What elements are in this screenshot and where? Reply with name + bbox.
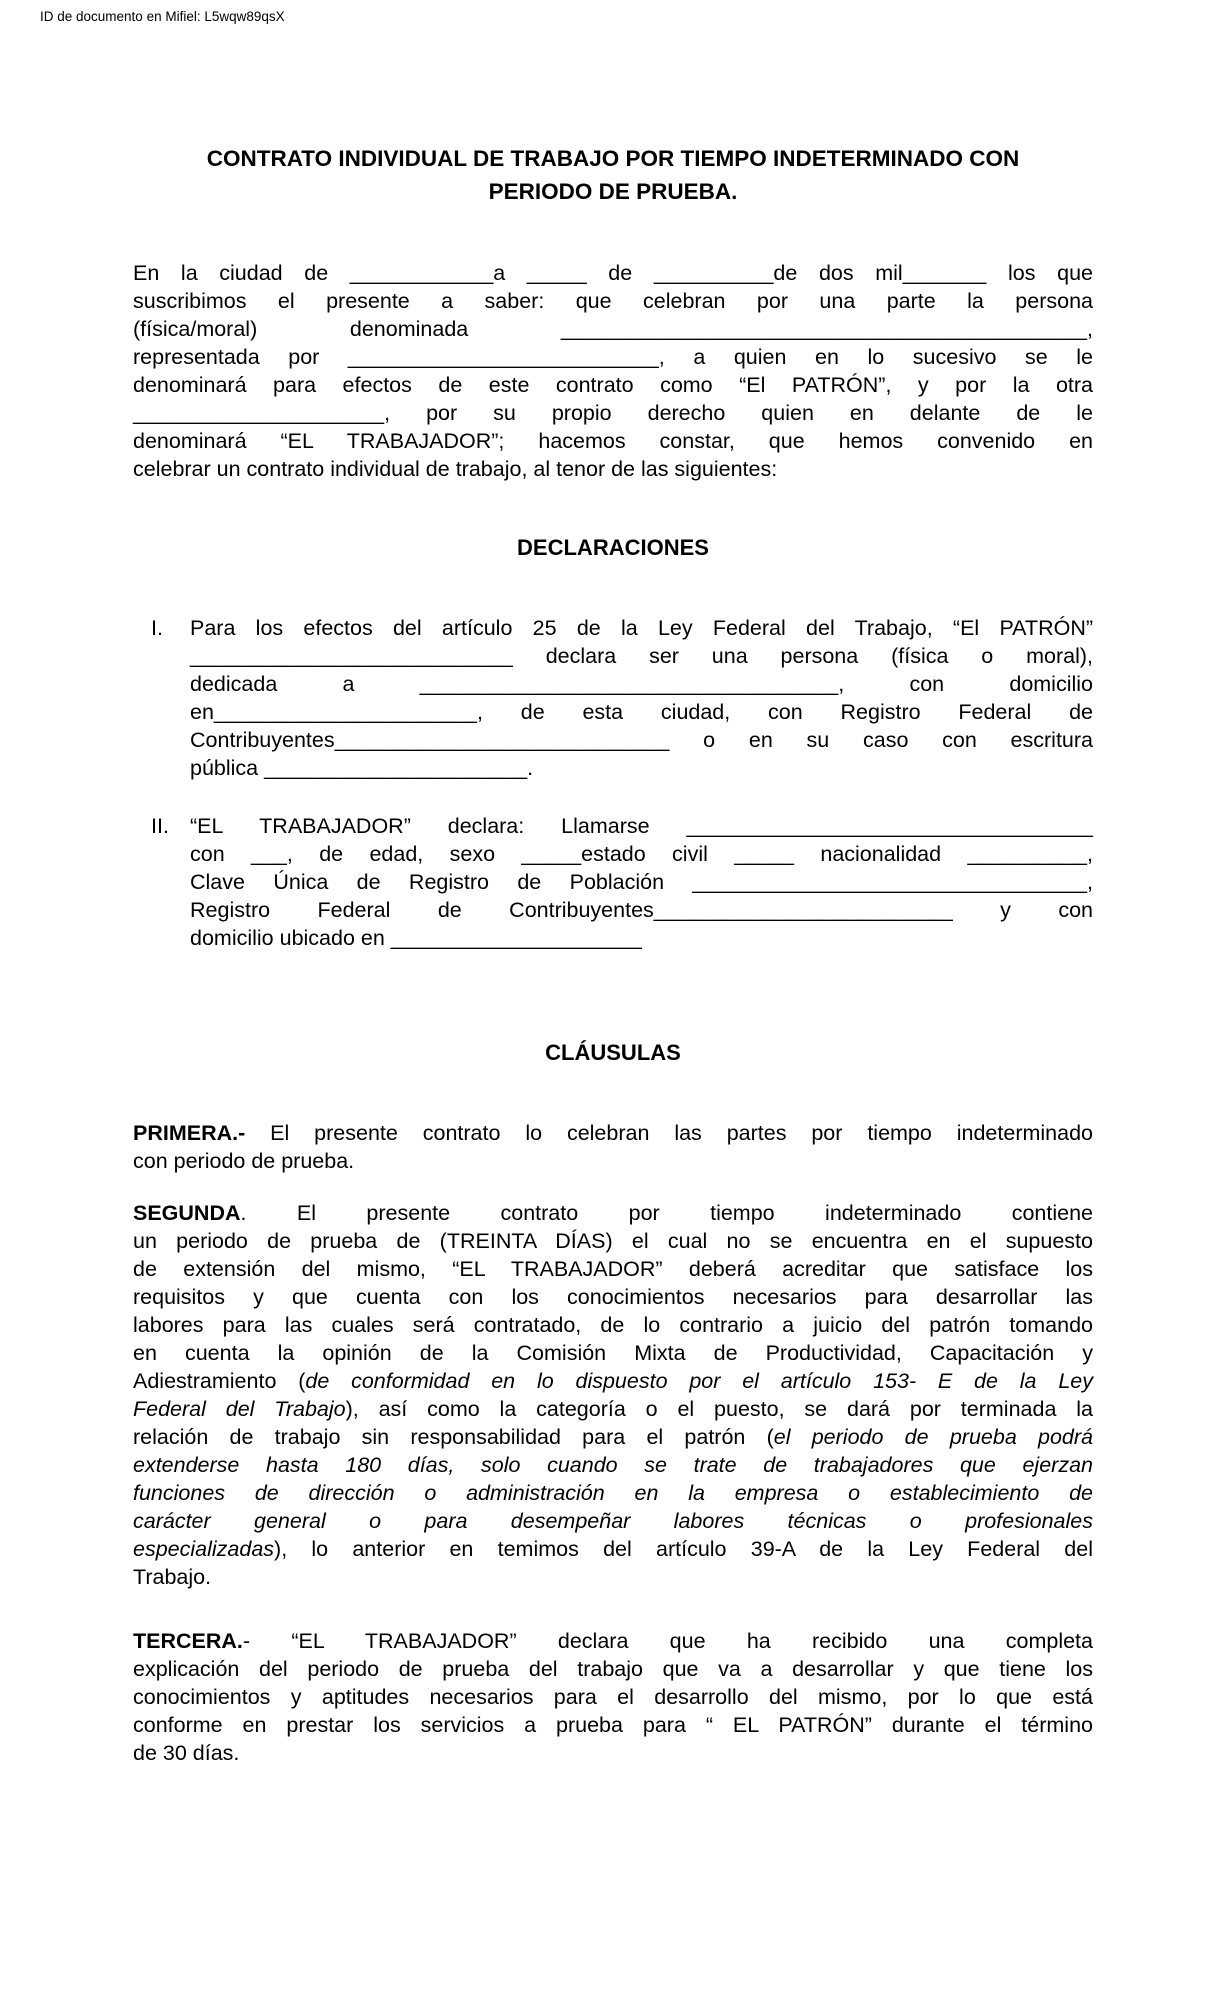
text-line	[133, 1683, 1093, 1711]
text-segment: denominará para efectos de este contrato como “El PATRÓN”, y por la otra	[133, 373, 1093, 397]
text-line	[133, 1367, 1093, 1395]
text-segment: requisitos y que cuenta con los conocimientos necesarios para desarrollar las	[133, 1285, 1093, 1309]
clause-primera	[133, 1119, 1093, 1175]
declaration-text-2	[190, 812, 1093, 952]
text-line	[190, 754, 1093, 782]
text-segment: SEGUNDA	[133, 1201, 241, 1225]
text-segment: labores para las cuales será contratado, de lo contrario a juicio del patrón tomando	[133, 1313, 1093, 1337]
text-segment: ), lo anterior en temimos del artículo 39-A de la Ley Federal del	[274, 1537, 1093, 1561]
clauses-heading	[133, 1039, 1093, 1067]
text-segment: Adiestramiento (	[133, 1369, 306, 1393]
text-segment: ___________________________ declara ser una persona (física o moral),	[190, 644, 1093, 668]
text-segment: el periodo de prueba podrá	[773, 1425, 1093, 1449]
text-line	[133, 1255, 1093, 1283]
text-line	[133, 1283, 1093, 1311]
text-segment: (física/moral) denominada ____________________________________________,	[133, 317, 1093, 341]
text-segment: extenderse hasta 180 días, solo cuando se trate de trabajadores que ejerzan	[133, 1453, 1093, 1477]
text-line	[133, 1119, 1093, 1147]
text-line	[190, 642, 1093, 670]
text-line	[133, 371, 1093, 399]
text-line	[133, 175, 1093, 208]
clause-tercera	[133, 1627, 1093, 1767]
text-line	[133, 399, 1093, 427]
text-line	[133, 1739, 1093, 1767]
text-segment: con periodo de prueba.	[133, 1149, 355, 1173]
contract-title	[133, 142, 1093, 208]
intro-paragraph	[133, 259, 1093, 483]
text-line	[190, 670, 1093, 698]
text-segment: conocimientos y aptitudes necesarios para el desarrollo del mismo, por lo que está	[133, 1685, 1093, 1709]
declaration-item-1	[133, 614, 1093, 782]
text-segment: Contribuyentes____________________________ o en su caso con escritura	[190, 728, 1093, 752]
text-segment: PRIMERA.-	[133, 1121, 271, 1145]
text-line	[190, 868, 1093, 896]
text-segment: funciones de dirección o administración en la empresa o establecimiento de	[133, 1481, 1093, 1505]
text-line	[133, 1535, 1093, 1563]
text-line	[133, 1627, 1093, 1655]
text-segment: representada por __________________________, a quien en lo sucesivo se le	[133, 345, 1093, 369]
text-segment: de conformidad en lo dispuesto por el artículo 153- E de la Ley	[305, 1369, 1093, 1393]
text-segment: en______________________, de esta ciudad, con Registro Federal de	[190, 700, 1093, 724]
text-segment: Clave Única de Registro de Población _________________________________,	[190, 870, 1093, 894]
text-line	[133, 427, 1093, 455]
text-segment: ), así como la categoría o el puesto, se dará por terminada la	[345, 1397, 1093, 1421]
text-line	[133, 287, 1093, 315]
declaration-text-1	[190, 614, 1093, 782]
text-segment: PERIODO DE PRUEBA.	[488, 179, 738, 204]
text-line	[190, 726, 1093, 754]
text-line	[190, 614, 1093, 642]
clauses-heading-text: CLÁUSULAS	[545, 1040, 681, 1065]
text-line	[133, 1655, 1093, 1683]
text-segment: de extensión del mismo, “EL TRABAJADOR” deberá acreditar que satisface los	[133, 1257, 1093, 1281]
declaration-numeral-2: II.	[151, 814, 169, 838]
text-segment: con ___, de edad, sexo _____estado civil _____ nacionalidad __________,	[190, 842, 1093, 866]
declaration-item-2	[133, 812, 1093, 952]
text-line	[133, 1479, 1093, 1507]
text-segment: El presente contrato lo celebran las partes por tiempo indeterminado	[270, 1121, 1093, 1145]
text-line	[133, 1507, 1093, 1535]
text-segment: dedicada a ___________________________________, con domicilio	[190, 672, 1093, 696]
clause-segunda	[133, 1199, 1093, 1591]
text-line	[190, 924, 1093, 952]
text-line	[190, 812, 1093, 840]
text-segment: celebrar un contrato individual de trabajo, al tenor de las siguientes:	[133, 457, 778, 481]
text-line	[133, 1423, 1093, 1451]
text-segment: conforme en prestar los servicios a prueba para “ EL PATRÓN” durante el término	[133, 1713, 1093, 1737]
text-segment: un periodo de prueba de (TREINTA DÍAS) el cual no se encuentra en el supuesto	[133, 1229, 1093, 1253]
text-segment: Federal del Trabajo	[133, 1397, 346, 1421]
text-segment: pública ______________________.	[190, 756, 534, 780]
text-line	[133, 1339, 1093, 1367]
text-segment: Para los efectos del artículo 25 de la Ley Federal del Trabajo, “El PATRÓN”	[190, 616, 1093, 640]
text-segment: en cuenta la opinión de la Comisión Mixta de Productividad, Capacitación y	[133, 1341, 1093, 1365]
text-segment: CONTRATO INDIVIDUAL DE TRABAJO POR TIEMPO INDETERMINADO CON	[206, 146, 1020, 171]
text-line	[190, 698, 1093, 726]
text-line	[133, 1199, 1093, 1227]
text-line	[190, 896, 1093, 924]
text-segment: _____________________, por su propio derecho quien en delante de le	[133, 401, 1093, 425]
text-segment: de 30 días.	[133, 1741, 240, 1765]
text-line	[133, 1395, 1093, 1423]
text-segment: carácter general o para desempeñar labores técnicas o profesionales	[133, 1509, 1093, 1533]
text-segment: relación de trabajo sin responsabilidad para el patrón (	[133, 1425, 774, 1449]
text-segment: - “EL TRABAJADOR” declara que ha recibido una completa	[242, 1629, 1093, 1653]
text-line	[133, 142, 1093, 175]
text-line	[133, 1711, 1093, 1739]
mifiel-document-id: ID de documento en Mifiel: L5wqw89qsX	[40, 9, 285, 24]
text-line	[133, 1147, 1093, 1175]
text-line	[133, 1451, 1093, 1479]
text-line	[133, 1563, 1093, 1591]
text-line	[133, 343, 1093, 371]
text-segment: domicilio ubicado en _____________________	[190, 926, 642, 950]
text-segment: En la ciudad de ____________a _____ de __________de dos mil_______ los que	[133, 261, 1093, 285]
text-segment: “EL TRABAJADOR” declara: Llamarse __________________________________	[190, 814, 1093, 838]
text-segment: . El presente contrato por tiempo indeterminado contiene	[240, 1201, 1093, 1225]
text-line	[190, 840, 1093, 868]
text-segment: especializadas	[133, 1537, 275, 1561]
text-line	[133, 1227, 1093, 1255]
declarations-heading	[133, 534, 1093, 562]
declarations-heading-text: DECLARACIONES	[517, 535, 709, 560]
text-line	[133, 259, 1093, 287]
text-segment: Trabajo.	[133, 1565, 212, 1589]
text-line	[133, 455, 1093, 483]
text-segment: suscribimos el presente a saber: que celebran por una parte la persona	[133, 289, 1093, 313]
text-segment: Registro Federal de Contribuyentes_________________________ y con	[190, 898, 1093, 922]
text-line	[133, 315, 1093, 343]
text-segment: TERCERA.	[133, 1629, 243, 1653]
declaration-numeral-1: I.	[151, 616, 163, 640]
text-segment: denominará “EL TRABAJADOR”; hacemos constar, que hemos convenido en	[133, 429, 1093, 453]
text-segment: explicación del periodo de prueba del trabajo que va a desarrollar y que tiene los	[133, 1657, 1093, 1681]
text-line	[133, 1311, 1093, 1339]
